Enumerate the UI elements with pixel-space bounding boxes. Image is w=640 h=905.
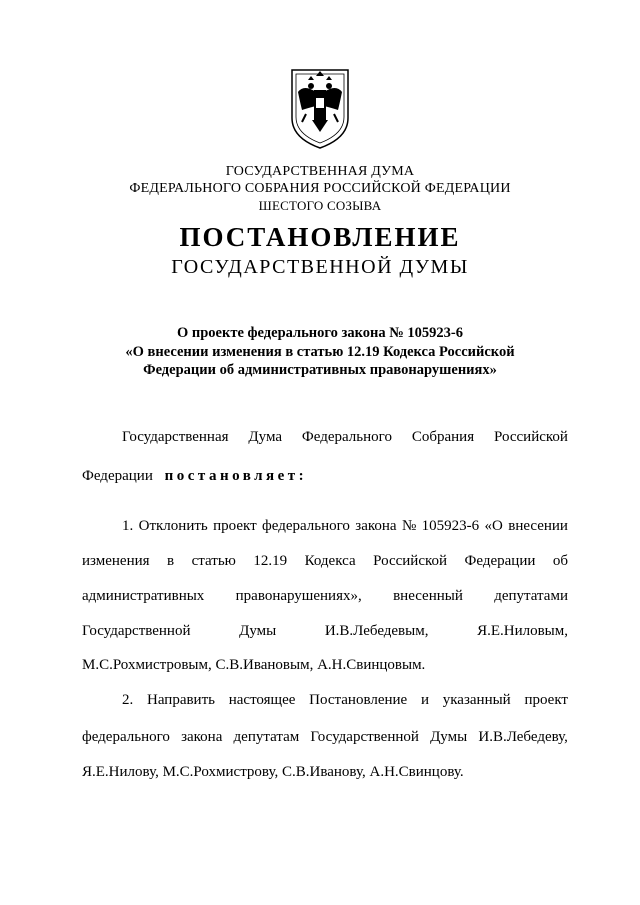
word: статью	[191, 553, 236, 569]
header-line-assembly: ФЕДЕРАЛЬНОГО СОБРАНИЯ РОССИЙСКОЙ ФЕДЕРАЦИИ	[129, 181, 511, 196]
word: указанный	[442, 692, 511, 708]
word: об	[552, 553, 568, 569]
word: 1.	[122, 518, 134, 534]
word: закона	[355, 518, 397, 534]
word: Думы	[430, 729, 468, 745]
word: Кодекса	[304, 553, 356, 569]
subject-line-2: «О внесении изменения в статью 12.19 Кодекса Российской	[125, 344, 515, 360]
word: Государственной	[310, 729, 419, 745]
p1-line-4	[82, 623, 568, 640]
word: 2.	[122, 692, 134, 708]
word: Направить	[147, 692, 215, 708]
word: Государственная	[122, 429, 229, 445]
p1-line-5: М.С.Рохмистровым, С.В.Ивановым, А.Н.Свинцовым.	[82, 657, 426, 673]
subject-line-1: О проекте федерального закона № 105923-6	[176, 325, 464, 341]
p1-line-2	[82, 553, 568, 570]
word: Собрания	[411, 429, 475, 445]
word: административных	[82, 588, 205, 604]
word: «О	[484, 518, 503, 534]
word: Дума	[248, 429, 283, 445]
coat-of-arms-emblem	[288, 66, 352, 150]
word: изменения	[82, 553, 150, 569]
p2-line-3: Я.Е.Нилову, М.С.Рохмистрову, С.В.Иванову, А.Н.Свинцову.	[82, 764, 464, 780]
word: Отклонить	[138, 518, 208, 534]
p1-line-1	[122, 518, 568, 535]
word: Российской	[373, 553, 448, 569]
word: Государственной	[82, 623, 191, 639]
word: депутатами	[494, 588, 568, 604]
word: Федерального	[301, 429, 392, 445]
header-line-convocation: ШЕСТОГО СОЗЫВА	[258, 198, 382, 213]
word: внесенный	[393, 588, 463, 604]
word: Российской	[494, 429, 568, 445]
p2-line-2	[82, 729, 568, 746]
decree-verb: постановляет:	[164, 468, 308, 484]
subject-line-3: Федерации об административных правонарушениях»	[143, 362, 497, 378]
word: Федерации	[464, 553, 536, 569]
preamble-line-2	[82, 468, 568, 485]
word: закона	[181, 729, 223, 745]
word: внесении	[508, 518, 568, 534]
word: проект	[213, 518, 257, 534]
word: И.В.Лебедевым,	[324, 623, 429, 639]
word: Федерации	[82, 468, 153, 484]
word: и	[420, 692, 429, 708]
word: правонарушениях»,	[235, 588, 362, 604]
word: проект	[524, 692, 568, 708]
p2-line-1	[122, 692, 568, 709]
word: федерального	[262, 518, 350, 534]
word: в	[167, 553, 175, 569]
word: 105923-6	[421, 518, 480, 534]
word: федерального	[82, 729, 170, 745]
word: Я.Е.Ниловым,	[477, 623, 568, 639]
document-subtitle: ГОСУДАРСТВЕННОЙ ДУМЫ	[171, 256, 469, 278]
word: 12.19	[253, 553, 288, 569]
word: №	[401, 518, 417, 534]
word: Постановление	[309, 692, 408, 708]
word: депутатам	[233, 729, 300, 745]
word: И.В.Лебедеву,	[478, 729, 568, 745]
p1-line-3	[82, 588, 568, 605]
word: настоящее	[228, 692, 296, 708]
header-line-duma: ГОСУДАРСТВЕННАЯ ДУМА	[225, 164, 415, 179]
document-title: ПОСТАНОВЛЕНИЕ	[179, 222, 461, 252]
preamble-line-1	[122, 429, 568, 446]
word: Думы	[239, 623, 277, 639]
